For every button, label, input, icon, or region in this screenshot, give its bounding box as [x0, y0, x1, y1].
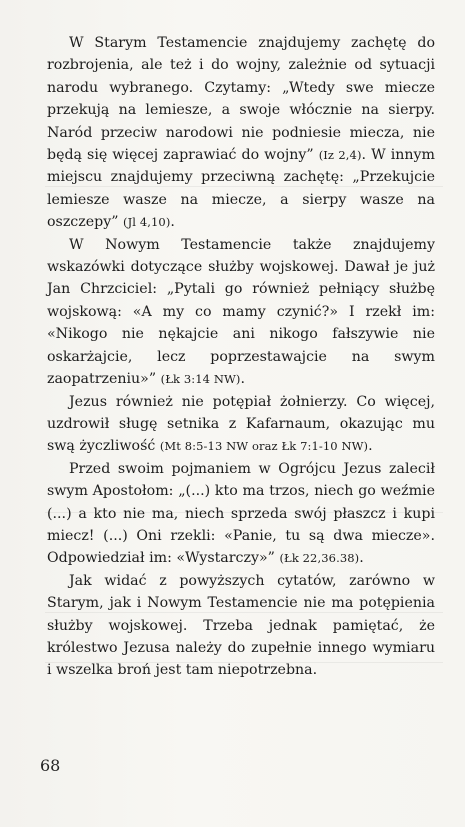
paragraph-jesus-soldiers [47, 391, 435, 458]
paragraph-punctuation: . [170, 214, 175, 231]
paragraph-conclusion [47, 570, 435, 682]
paragraph-text: W Nowym Testamencie także znajdujemy wskazówki dotyczące służby wojskowej. Dawał je już Jan Chrzciciel: „Pytali go również pełniący służbę wojskową: «A my co mamy czynić?» I rzekł im: «Nikogo nie nękajcie ani nikogo fałszywie nie oskarżajcie, lecz poprzestawajcie na swym zaopatrzeniu»” [47, 236, 435, 388]
paragraph-gethsemane [47, 458, 435, 570]
body-text [47, 32, 435, 682]
page-number: 68 [40, 756, 61, 775]
scripture-reference: (Łk 22,36.38) [279, 551, 360, 566]
scripture-reference: (Mt 8:5-13 NW oraz Łk 7:1-10 NW) [159, 439, 369, 454]
scripture-reference: (Jl 4,10) [122, 215, 171, 230]
paragraph-text: Przed swoim pojmaniem w Ogrójcu Jezus zalecił swym Apostołom: „(...) kto ma trzos, niech go weźmie (...) a kto nie ma, niech sprzeda swój płaszcz i kupi miecz! (...) Oni rzekli: «Panie, tu są dwa miecze». Odpowiedział im: «Wystarczy»” [47, 460, 435, 567]
scripture-reference: (Iz 2,4) [318, 148, 362, 163]
paragraph-new-testament [47, 234, 435, 391]
paragraph-text: Jak widać z powyższych cytatów, zarówno w Starym, jak i Nowym Testamencie nie ma potępienia służby wojskowej. Trzeba jednak pamiętać, że królestwo Jezusa należy do zupełnie innego wymiaru i wszelka broń jest tam niepotrzebna. [47, 572, 435, 679]
scripture-reference: (Łk 3:14 NW) [160, 372, 241, 387]
paragraph-punctuation: . [368, 438, 373, 455]
paragraph-text: Jezus również nie potępiał żołnierzy. Co więcej, uzdrowił sługę setnika z Kafarnaum, okazując mu swą życzliwość [47, 393, 435, 455]
paragraph-text: . W innym miejscu znajdujemy przeciwną zachętę: „Przekujcie lemiesze wasze na miecze, a sierpy wasze na oszczepy” [47, 147, 435, 231]
paragraph-punctuation: . [240, 371, 246, 388]
paragraph-text: W Starym Testamencie znajdujemy zachętę do rozbrojenia, ale też i do wojny, zależnie od sytuacji narodu wybranego. Czytamy: „Wtedy swe miecze przekują na lemiesze, a swoje włócznie na sierpy. Naród przeciw narodowi nie podniesie miecza, nie będą się więcej zaprawiać do wojny” [47, 35, 435, 164]
paragraph-punctuation: . [359, 550, 364, 567]
paragraph-old-testament [47, 32, 435, 234]
